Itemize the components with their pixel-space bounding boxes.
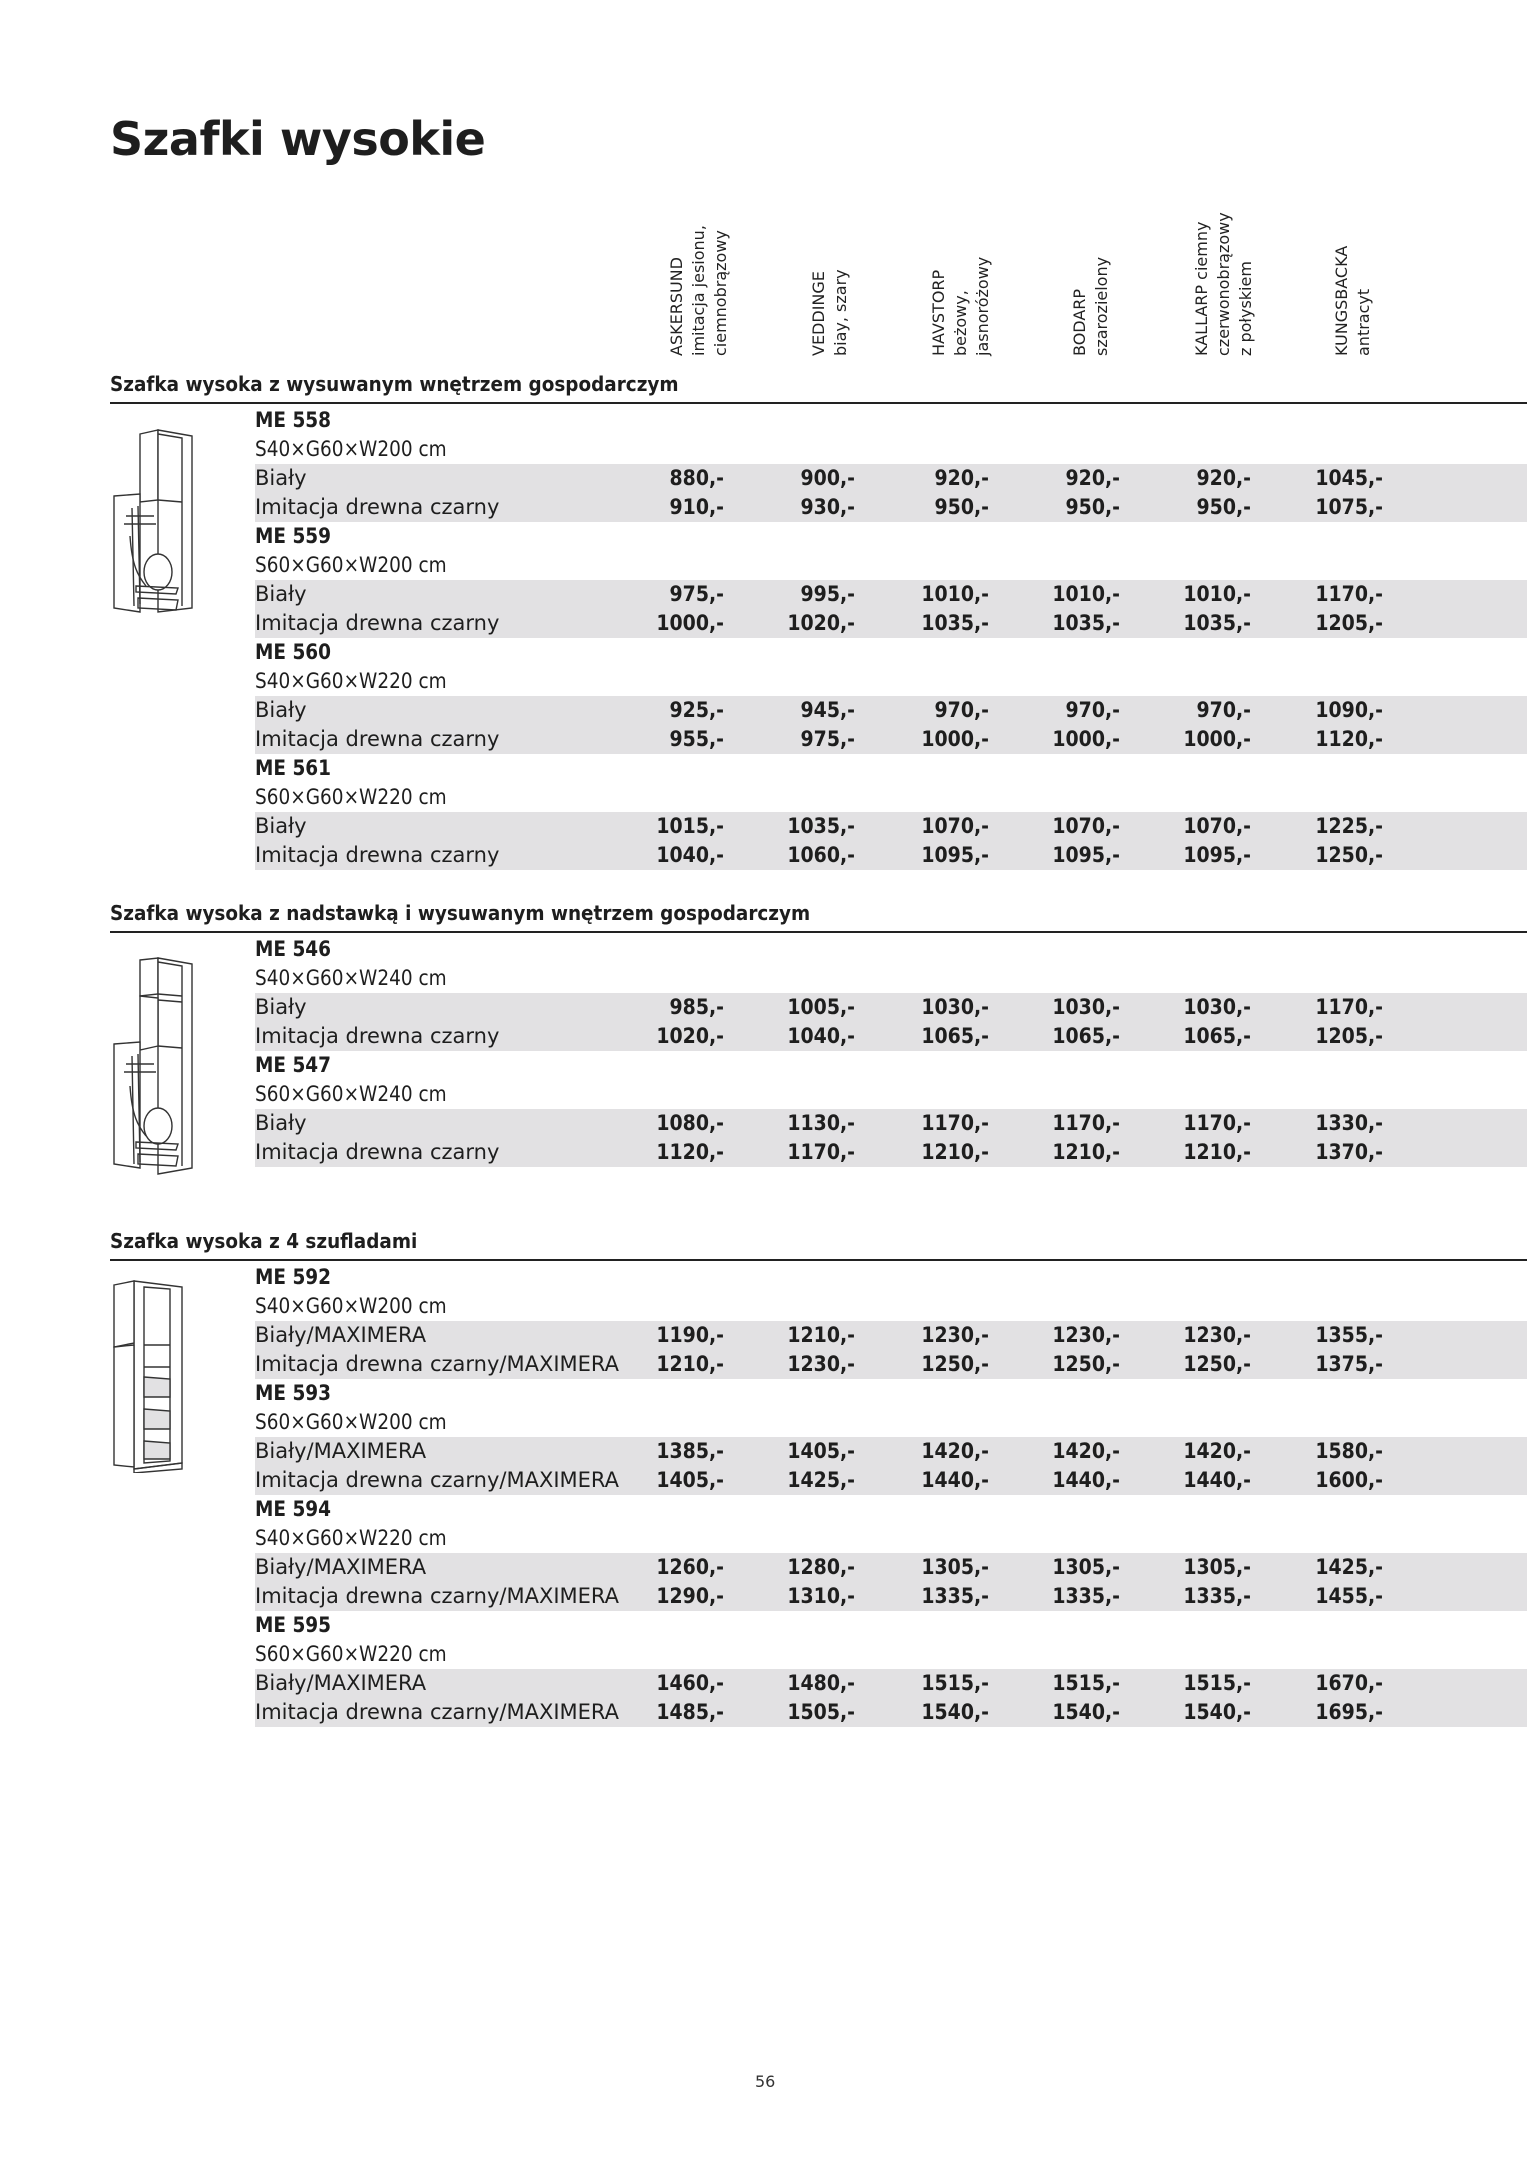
price-cell: 920,- [1065, 466, 1120, 490]
product-size-row [255, 1640, 1527, 1669]
column-header-line: antracyt [1354, 288, 1373, 356]
price-cell: 1040,- [656, 843, 724, 867]
price-cell: 1095,- [1183, 843, 1251, 867]
price-cell: 985,- [669, 995, 724, 1019]
price-cell: 1070,- [1052, 814, 1120, 838]
price-cell: 1420,- [921, 1439, 989, 1463]
variant-name: Biały [255, 1111, 307, 1135]
price-cell: 1010,- [1052, 582, 1120, 606]
column-header-text [666, 225, 732, 356]
price-cell: 1230,- [921, 1323, 989, 1347]
price-cell: 995,- [800, 582, 855, 606]
column-header-line: imitacja jesionu, [689, 225, 708, 356]
price-cell: 1250,- [1183, 1352, 1251, 1376]
column-header [1069, 190, 1149, 356]
price-cell: 1045,- [1315, 466, 1383, 490]
product-size-row [255, 667, 1527, 696]
product-size-row [255, 435, 1527, 464]
price-cell: 1005,- [787, 995, 855, 1019]
price-cell: 1090,- [1315, 698, 1383, 722]
column-header-text [1069, 257, 1113, 356]
price-cell: 1040,- [787, 1024, 855, 1048]
column-header-line: BODARP [1070, 288, 1089, 356]
price-cell: 945,- [800, 698, 855, 722]
price-cell: 1000,- [1183, 727, 1251, 751]
price-cell: 970,- [934, 698, 989, 722]
variant-name: Biały [255, 995, 307, 1019]
price-cell: 950,- [1065, 495, 1120, 519]
product-size: S40×G60×W200 cm [255, 437, 447, 461]
product-code: ME 594 [255, 1497, 332, 1521]
price-cell: 1210,- [1183, 1140, 1251, 1164]
variant-row [255, 725, 1527, 754]
column-header-line: KUNGSBACKA [1332, 245, 1351, 356]
product-code-row [255, 1611, 1527, 1640]
price-cell: 1060,- [787, 843, 855, 867]
product-size-row [255, 1408, 1527, 1437]
variant-name: Biały [255, 814, 307, 838]
price-cell: 1000,- [921, 727, 989, 751]
price-cell: 1600,- [1315, 1468, 1383, 1492]
variant-row [255, 1138, 1527, 1167]
price-cell: 1080,- [656, 1111, 724, 1135]
variant-row [255, 580, 1527, 609]
price-cell: 1695,- [1315, 1700, 1383, 1724]
price-cell: 1170,- [1183, 1111, 1251, 1135]
product-code-row [255, 1495, 1527, 1524]
section-title: Szafka wysoka z nadstawką i wysuwanym wnętrzem gospodarczym [110, 901, 811, 925]
variant-name: Imitacja drewna czarny [255, 1024, 500, 1048]
price-cell: 1420,- [1183, 1439, 1251, 1463]
product-size: S40×G60×W220 cm [255, 669, 447, 693]
price-cell: 1440,- [1183, 1468, 1251, 1492]
column-header [1191, 190, 1271, 356]
product-size-row [255, 1524, 1527, 1553]
variant-row [255, 1437, 1527, 1466]
variant-name: Imitacja drewna czarny [255, 1140, 500, 1164]
column-header-line: ciemnobrązowy [711, 230, 730, 356]
page-title: Szafki wysokie [110, 112, 486, 166]
price-cell: 1250,- [921, 1352, 989, 1376]
price-cell: 925,- [669, 698, 724, 722]
price-cell: 1000,- [656, 611, 724, 635]
column-header-line: czerwonobrązowy [1214, 212, 1233, 356]
price-cell: 1210,- [1052, 1140, 1120, 1164]
variant-row [255, 696, 1527, 725]
price-cell: 955,- [669, 727, 724, 751]
price-cell: 1030,- [1183, 995, 1251, 1019]
price-cell: 1370,- [1315, 1140, 1383, 1164]
price-cell: 1070,- [1183, 814, 1251, 838]
product-code-row [255, 935, 1527, 964]
price-cell: 1515,- [1052, 1671, 1120, 1695]
price-cell: 1260,- [656, 1555, 724, 1579]
variant-name: Biały/MAXIMERA [255, 1555, 427, 1579]
variant-row [255, 812, 1527, 841]
variant-name: Biały/MAXIMERA [255, 1439, 427, 1463]
product-code: ME 592 [255, 1265, 332, 1289]
product-code: ME 561 [255, 756, 332, 780]
section-title: Szafka wysoka z wysuwanym wnętrzem gospodarczym [110, 372, 679, 396]
variant-name: Biały [255, 582, 307, 606]
price-cell: 1580,- [1315, 1439, 1383, 1463]
section-divider [110, 402, 1527, 404]
price-cell: 1210,- [656, 1352, 724, 1376]
price-cell: 1120,- [656, 1140, 724, 1164]
product-code-row [255, 638, 1527, 667]
price-cell: 1375,- [1315, 1352, 1383, 1376]
price-cell: 950,- [1196, 495, 1251, 519]
price-cell: 1305,- [1052, 1555, 1120, 1579]
product-size-row [255, 1080, 1527, 1109]
price-cell: 1170,- [1052, 1111, 1120, 1135]
price-cell: 1065,- [1052, 1024, 1120, 1048]
variant-row [255, 1321, 1527, 1350]
price-cell: 1010,- [921, 582, 989, 606]
column-header [1331, 190, 1411, 356]
price-cell: 1485,- [656, 1700, 724, 1724]
price-cell: 970,- [1065, 698, 1120, 722]
product-code: ME 593 [255, 1381, 332, 1405]
price-cell: 1170,- [1315, 582, 1383, 606]
column-header-text [1191, 212, 1257, 356]
price-cell: 1020,- [787, 611, 855, 635]
product-size-row [255, 1292, 1527, 1321]
price-cell: 1425,- [1315, 1555, 1383, 1579]
product-code: ME 559 [255, 524, 332, 548]
price-cell: 1010,- [1183, 582, 1251, 606]
column-header-line: HAVSTORP [929, 269, 948, 356]
column-header-line: szarozielony [1092, 256, 1111, 356]
price-cell: 975,- [800, 727, 855, 751]
variant-row [255, 1466, 1527, 1495]
price-cell: 1505,- [787, 1700, 855, 1724]
variant-row [255, 1582, 1527, 1611]
column-header-line: ASKERSUND [667, 257, 686, 356]
product-size-row [255, 964, 1527, 993]
price-cell: 1250,- [1052, 1352, 1120, 1376]
variant-name: Imitacja drewna czarny [255, 727, 500, 751]
product-size-row [255, 551, 1527, 580]
price-cell: 1020,- [656, 1024, 724, 1048]
product-size: S40×G60×W240 cm [255, 966, 447, 990]
price-cell: 1355,- [1315, 1323, 1383, 1347]
price-cell: 1225,- [1315, 814, 1383, 838]
product-code-row [255, 1263, 1527, 1292]
variant-row [255, 1553, 1527, 1582]
product-size: S40×G60×W220 cm [255, 1526, 447, 1550]
price-cell: 1540,- [1052, 1700, 1120, 1724]
column-header-text [928, 257, 994, 356]
section-divider [110, 931, 1527, 933]
variant-row [255, 841, 1527, 870]
variant-name: Biały [255, 466, 307, 490]
price-cell: 1440,- [921, 1468, 989, 1492]
price-cell: 1190,- [656, 1323, 724, 1347]
price-cell: 1065,- [1183, 1024, 1251, 1048]
variant-name: Biały/MAXIMERA [255, 1323, 427, 1347]
column-header [666, 190, 746, 356]
price-cell: 1310,- [787, 1584, 855, 1608]
price-cell: 1170,- [787, 1140, 855, 1164]
price-cell: 1330,- [1315, 1111, 1383, 1135]
price-cell: 1030,- [1052, 995, 1120, 1019]
variant-name: Imitacja drewna czarny/MAXIMERA [255, 1700, 620, 1724]
price-cell: 910,- [669, 495, 724, 519]
price-cell: 1015,- [656, 814, 724, 838]
page-number: 56 [755, 2072, 776, 2091]
price-cell: 1335,- [1183, 1584, 1251, 1608]
variant-row [255, 609, 1527, 638]
price-cell: 1480,- [787, 1671, 855, 1695]
product-code: ME 560 [255, 640, 332, 664]
price-cell: 1420,- [1052, 1439, 1120, 1463]
price-cell: 920,- [934, 466, 989, 490]
price-cell: 1305,- [921, 1555, 989, 1579]
column-header-line: beżowy, [951, 290, 970, 356]
section-title: Szafka wysoka z 4 szufladami [110, 1229, 418, 1253]
price-cell: 1230,- [1183, 1323, 1251, 1347]
price-cell: 1230,- [1052, 1323, 1120, 1347]
price-table [255, 935, 1527, 1167]
product-code: ME 595 [255, 1613, 332, 1637]
price-cell: 1305,- [1183, 1555, 1251, 1579]
column-header-line: KALLARP ciemny [1192, 221, 1211, 356]
price-cell: 1205,- [1315, 611, 1383, 635]
section-divider [110, 1259, 1527, 1261]
price-cell: 1070,- [921, 814, 989, 838]
variant-name: Imitacja drewna czarny [255, 843, 500, 867]
variant-row [255, 464, 1527, 493]
variant-row [255, 1022, 1527, 1051]
product-code: ME 547 [255, 1053, 332, 1077]
price-cell: 1335,- [1052, 1584, 1120, 1608]
price-cell: 1405,- [787, 1439, 855, 1463]
variant-name: Imitacja drewna czarny/MAXIMERA [255, 1584, 620, 1608]
variant-row [255, 1109, 1527, 1138]
price-cell: 1075,- [1315, 495, 1383, 519]
price-cell: 900,- [800, 466, 855, 490]
price-cell: 1455,- [1315, 1584, 1383, 1608]
product-size: S60×G60×W220 cm [255, 1642, 447, 1666]
product-code: ME 558 [255, 408, 332, 432]
price-table [255, 406, 1527, 870]
price-cell: 1035,- [1183, 611, 1251, 635]
variant-name: Biały [255, 698, 307, 722]
price-cell: 1035,- [1052, 611, 1120, 635]
price-cell: 1425,- [787, 1468, 855, 1492]
product-code-row [255, 754, 1527, 783]
price-cell: 1515,- [1183, 1671, 1251, 1695]
variant-name: Imitacja drewna czarny [255, 611, 500, 635]
price-cell: 1035,- [787, 814, 855, 838]
price-table [255, 1263, 1527, 1727]
price-cell: 950,- [934, 495, 989, 519]
price-cell: 920,- [1196, 466, 1251, 490]
tall-cabinet-4-drawers-icon [110, 1273, 200, 1473]
tall-cabinet-cleaning-interior-icon [110, 416, 200, 616]
variant-name: Imitacja drewna czarny/MAXIMERA [255, 1352, 620, 1376]
price-cell: 1095,- [921, 843, 989, 867]
price-cell: 1405,- [656, 1468, 724, 1492]
variant-name: Imitacja drewna czarny/MAXIMERA [255, 1468, 620, 1492]
price-cell: 1670,- [1315, 1671, 1383, 1695]
variant-name: Imitacja drewna czarny [255, 495, 500, 519]
product-code-row [255, 406, 1527, 435]
variant-row [255, 493, 1527, 522]
column-header-text [1331, 246, 1375, 356]
price-cell: 1170,- [1315, 995, 1383, 1019]
product-size: S60×G60×W200 cm [255, 553, 447, 577]
price-cell: 1250,- [1315, 843, 1383, 867]
price-cell: 1280,- [787, 1555, 855, 1579]
price-cell: 1120,- [1315, 727, 1383, 751]
variant-row [255, 993, 1527, 1022]
price-cell: 1290,- [656, 1584, 724, 1608]
price-cell: 1095,- [1052, 843, 1120, 867]
price-cell: 1000,- [1052, 727, 1120, 751]
price-cell: 1210,- [787, 1323, 855, 1347]
column-header [808, 190, 888, 356]
price-cell: 1440,- [1052, 1468, 1120, 1492]
column-header-line: jasnoróżowy [973, 256, 992, 356]
price-cell: 975,- [669, 582, 724, 606]
product-size: S40×G60×W200 cm [255, 1294, 447, 1318]
variant-row [255, 1698, 1527, 1727]
price-cell: 1460,- [656, 1671, 724, 1695]
price-cell: 1230,- [787, 1352, 855, 1376]
product-code-row [255, 522, 1527, 551]
product-size: S60×G60×W220 cm [255, 785, 447, 809]
column-header-line: VEDDINGE [809, 271, 828, 356]
price-cell: 1205,- [1315, 1024, 1383, 1048]
price-cell: 1540,- [921, 1700, 989, 1724]
price-cell: 880,- [669, 466, 724, 490]
variant-row [255, 1350, 1527, 1379]
product-code: ME 546 [255, 937, 332, 961]
product-size: S60×G60×W200 cm [255, 1410, 447, 1434]
price-cell: 1030,- [921, 995, 989, 1019]
price-cell: 970,- [1196, 698, 1251, 722]
product-size: S60×G60×W240 cm [255, 1082, 447, 1106]
price-cell: 1210,- [921, 1140, 989, 1164]
tall-cabinet-with-top-unit-icon [110, 946, 200, 1176]
variant-row [255, 1669, 1527, 1698]
price-cell: 1385,- [656, 1439, 724, 1463]
product-code-row [255, 1379, 1527, 1408]
price-cell: 1170,- [921, 1111, 989, 1135]
product-size-row [255, 783, 1527, 812]
column-header [928, 190, 1008, 356]
column-header-line: z połyskiem [1236, 261, 1255, 356]
column-header-line: biay, szary [831, 269, 850, 356]
variant-name: Biały/MAXIMERA [255, 1671, 427, 1695]
price-cell: 1515,- [921, 1671, 989, 1695]
price-cell: 1335,- [921, 1584, 989, 1608]
column-header-text [808, 269, 852, 356]
product-code-row [255, 1051, 1527, 1080]
price-cell: 1065,- [921, 1024, 989, 1048]
price-cell: 1035,- [921, 611, 989, 635]
price-cell: 1130,- [787, 1111, 855, 1135]
price-cell: 1540,- [1183, 1700, 1251, 1724]
price-cell: 930,- [800, 495, 855, 519]
